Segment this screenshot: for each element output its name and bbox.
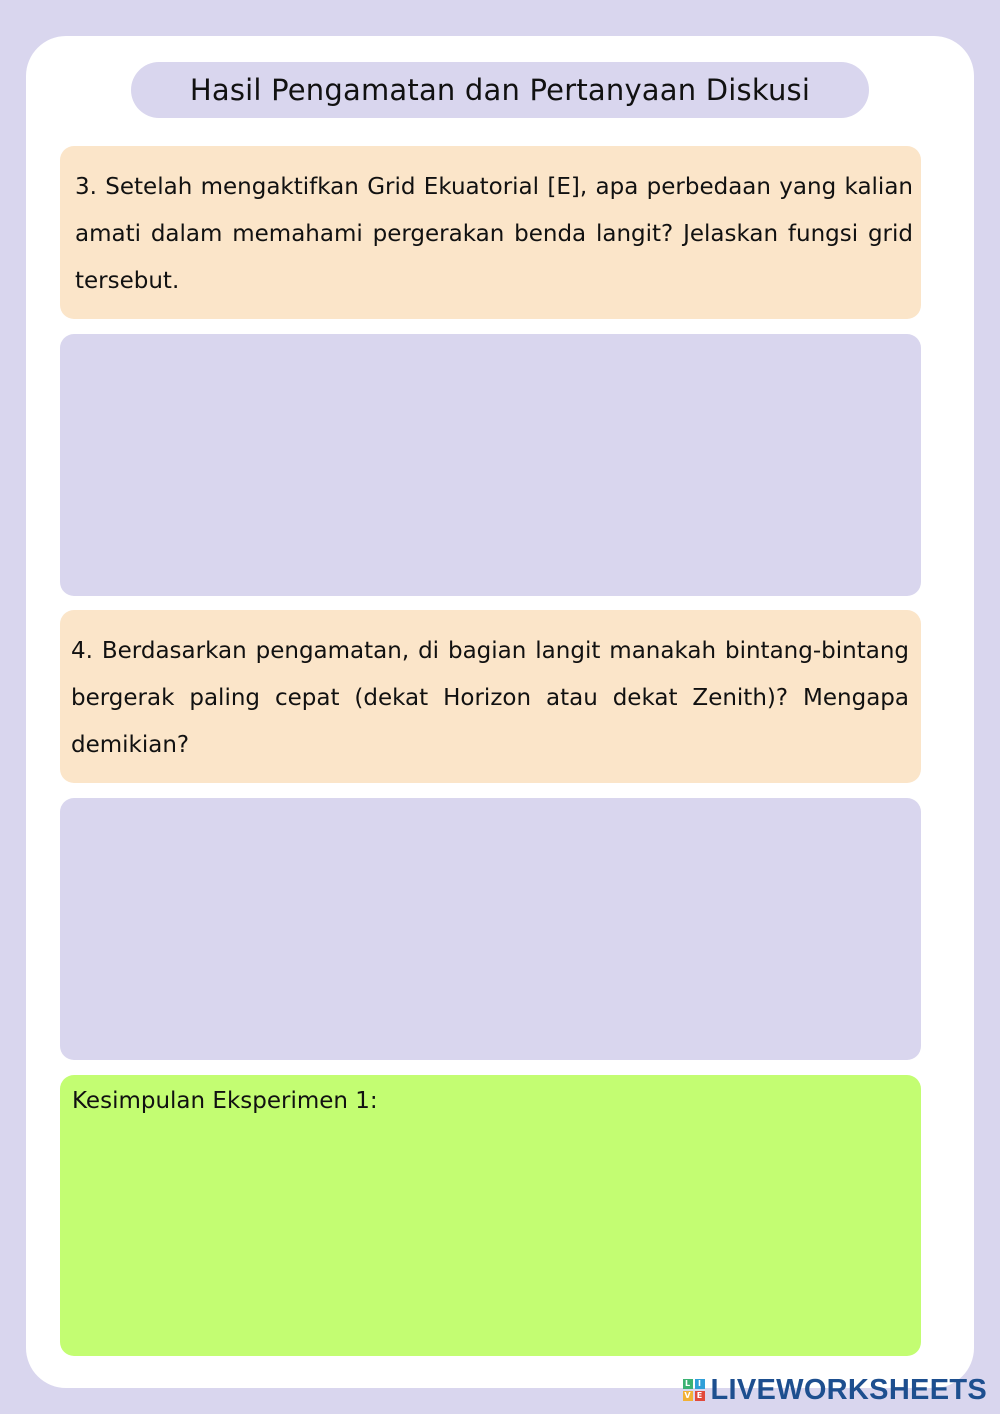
conclusion-box — [60, 1075, 921, 1356]
page-title: Hasil Pengamatan dan Pertanyaan Diskusi — [131, 62, 869, 118]
logo-letter: V — [684, 1391, 691, 1400]
liveworksheets-logo-icon — [683, 1379, 705, 1401]
logo-letter: I — [695, 1379, 705, 1389]
brand-name: LIVEWORKSHEETS — [710, 1373, 987, 1406]
logo-letter: L — [683, 1379, 693, 1389]
liveworksheets-brand[interactable] — [683, 1373, 988, 1407]
logo-letter: E — [695, 1391, 705, 1401]
question-4-text: 4. Berdasarkan pengamatan, di bagian langit manakah bintang-bintang bergerak paling cepat (dekat Horizon atau dekat Zenith)? Mengapa demikian? — [60, 610, 921, 783]
question-4-answer-field[interactable] — [60, 798, 921, 1060]
question-3-answer-field[interactable] — [60, 334, 921, 596]
conclusion-answer-field[interactable] — [72, 1125, 909, 1345]
conclusion-label: Kesimpulan Eksperimen 1: — [72, 1088, 378, 1114]
question-3-text: 3. Setelah mengaktifkan Grid Ekuatorial [E], apa perbedaan yang kalian amati dalam memahami pergerakan benda langit? Jelaskan fungsi grid tersebut. — [60, 146, 921, 319]
